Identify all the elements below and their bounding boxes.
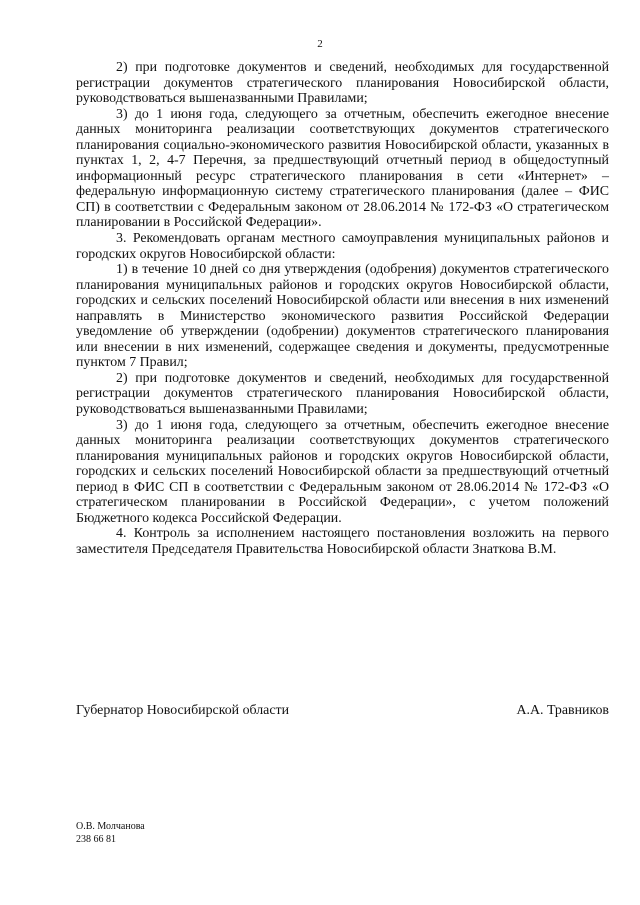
signatory-position: Губернатор Новосибирской области [76, 703, 290, 718]
paragraph-3-3: 3) до 1 июня года, следующего за отчетным, обеспечить ежегодное внесение данных мониторинга реализации соответствующих документов стратегического планирования муниципальных районов и городских округов Новосибирской области, городских и сельских поселений Новосибирской области за предшествующий отчетный период в ФИС СП в соответствии с Федеральным законом от 28.06.2014 № 172-ФЗ «О стратегическом планировании в Российской Федерации», с учетом положений Бюджетного кодекса Российской Федерации. [76, 417, 609, 526]
signatory-name: А.А. Травников [516, 703, 609, 718]
executor-name: О.В. Молчанова [76, 821, 145, 832]
paragraph-3: 3. Рекомендовать органам местного самоуправления муниципальных районов и городских округов Новосибирской области: [76, 231, 609, 262]
paragraph-3-1: 1) в течение 10 дней со дня утверждения (одобрения) документов стратегического планирования муниципальных районов и городских округов Новосибирской области, городских и сельских поселений Новосибирской области или внесения в них изменений направлять в Министерство экономического развития Российской Федерации уведомление об утверждении (одобрении) документов стратегического планирования или внесении в них изменений, содержащее сведения и документы, предусмотренные пунктом 7 Правил; [76, 262, 609, 371]
paragraph-2-1: 2) при подготовке документов и сведений, необходимых для государственной регистрации документов стратегического планирования Новосибирской области, руководствоваться вышеназванными Правилами; [76, 60, 609, 107]
page-number: 2 [317, 38, 323, 50]
executor-info [76, 820, 145, 846]
executor-phone: 238 66 81 [76, 834, 116, 845]
paragraph-3-2: 2) при подготовке документов и сведений, необходимых для государственной регистрации документов стратегического планирования Новосибирской области, руководствоваться вышеназванными Правилами; [76, 370, 609, 418]
paragraph-4: 4. Контроль за исполнением настоящего постановления возложить на первого заместителя Председателя Правительства Новосибирской области Знаткова В.М. [76, 526, 609, 557]
signature-block [76, 703, 609, 719]
paragraph-2-2: 3) до 1 июня года, следующего за отчетным, обеспечить ежегодное внесение данных мониторинга реализации соответствующих документов стратегического планирования социально-экономического развития Новосибирской области, указанных в пунктах 1, 2, 4-7 Перечня, за предшествующий отчетный период в общедоступный информационный ресурс стратегического планирования в сети «Интернет» – федеральную информационную систему стратегического планирования (далее – ФИС СП) в соответствии с Федеральным законом от 28.06.2014 № 172-ФЗ «О стратегическом планировании в Российской Федерации». [76, 106, 609, 231]
document-body [76, 60, 609, 558]
